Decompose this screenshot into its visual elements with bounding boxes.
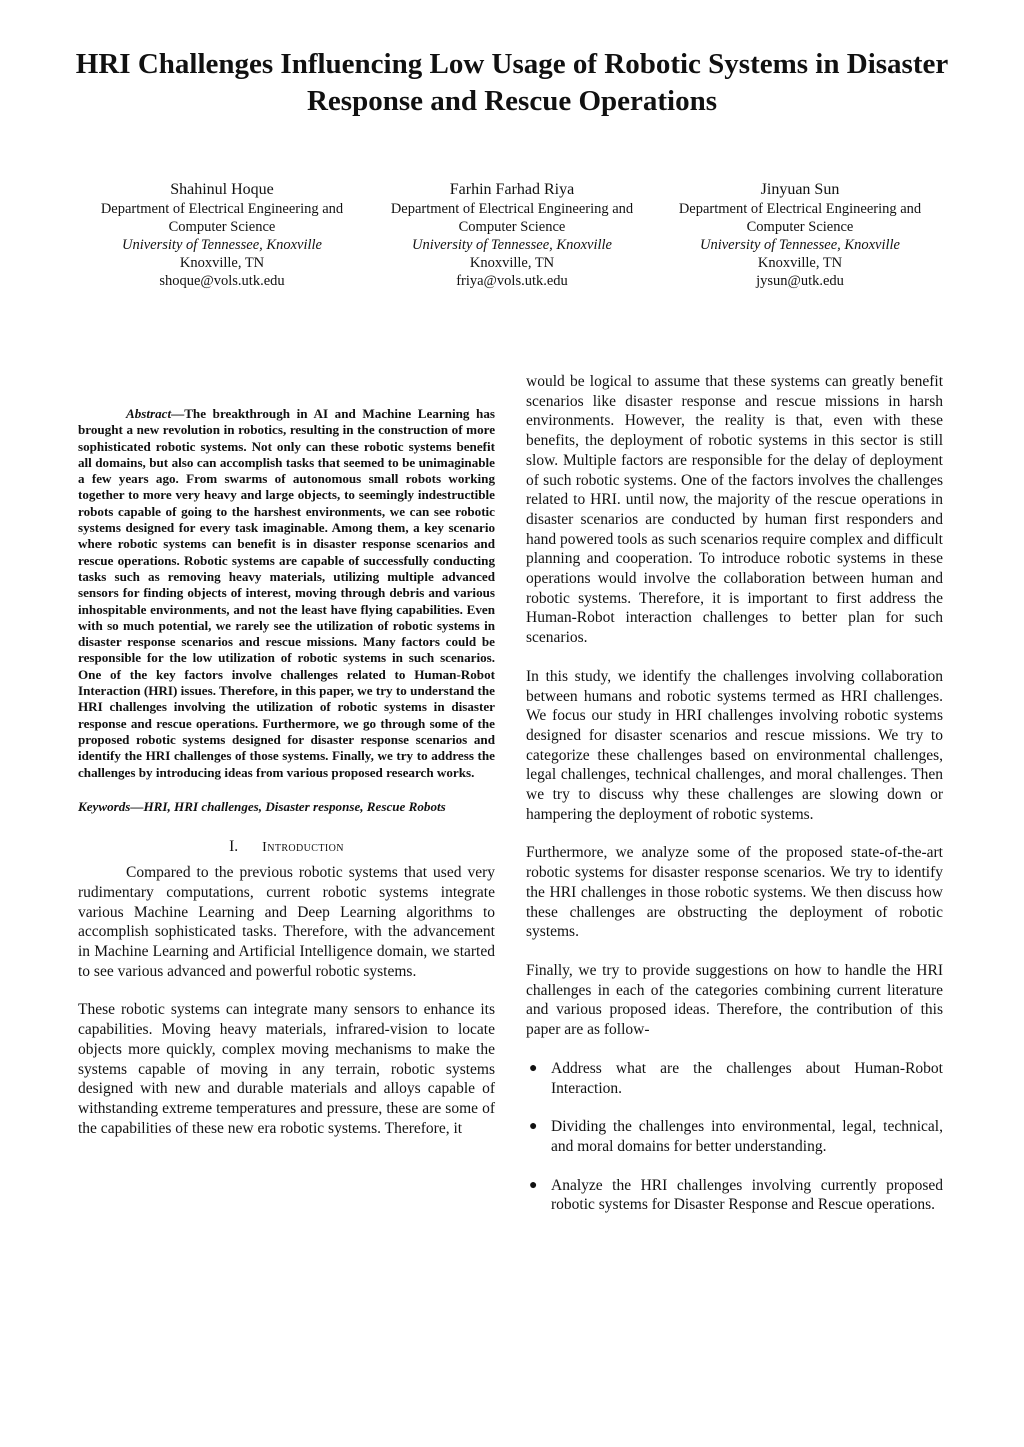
paragraph: would be logical to assume that these systems can greatly benefit scenarios like disaster response and rescue missions in harsh environments. However, the reality is that, even with these benefits, the deployment of robotic systems in this sector is still slow. Multiple factors are responsible for the delay of deployment of such robotic systems. One of the factors involves the challenges related to HRI. until now, the majority of the rescue operations in disaster scenarios are conducted by human first responders and hand powered tools as such scenarios require complex and difficult planning and cooperation. To introduce robotic systems in these operations would involve the collaboration between human and robotic systems. Therefore, it is important to first address the Human-Robot interaction challenges to better plan for such scenarios.: [526, 373, 943, 647]
author-name: Farhin Farhad Riya: [449, 181, 575, 198]
bullet-icon: ●: [529, 1177, 538, 1193]
section-number: I.: [229, 838, 239, 856]
author-university: University of Tennessee, Knoxville: [121, 237, 322, 253]
paragraph: In this study, we identify the challenges involving collaboration between humans and robotic systems termed as HRI challenges. We focus our study in HRI challenges involving robotic systems designed for disaster scenarios and rescue missions. We try to categorize these challenges based on environmental challenges, legal challenges, technical challenges, and moral challenges. Then we try to discuss why these challenges are slowing down or hampering the deployment of robotic systems.: [526, 667, 943, 823]
left-column: [78, 406, 495, 1157]
author-university: University of Tennessee, Knoxville: [411, 237, 612, 253]
author-department: Department of Electrical Engineering and Computer Science: [678, 201, 922, 235]
list-item: [526, 1176, 943, 1215]
list-item-text: Address what are the challenges about Human-Robot Interaction.: [551, 1059, 943, 1097]
paragraph: Finally, we try to provide suggestions on how to handle the HRI challenges in each of the categories combining current literature and various proposed ideas. Therefore, the contribution of this paper are as follow-: [526, 961, 943, 1039]
section-title: Introduction: [262, 840, 344, 856]
paper-title: HRI Challenges Influencing Low Usage of Robotic Systems in Disaster Response and Rescue Operations: [75, 48, 949, 117]
author-block-3: [655, 180, 945, 290]
author-email[interactable]: friya@vols.utk.edu: [456, 273, 568, 289]
author-block-2: [367, 180, 657, 290]
abstract-label: Abstract: [126, 406, 172, 421]
author-city: Knoxville, TN: [179, 255, 265, 271]
list-item-text: Dividing the challenges into environmental, legal, technical, and moral domains for better understanding.: [551, 1118, 943, 1155]
author-block-1: [77, 180, 367, 290]
author-city: Knoxville, TN: [757, 255, 843, 271]
paragraph: These robotic systems can integrate many sensors to enhance its capabilities. Moving heavy materials, infrared-vision to locate objects more quickly, complex moving mechanisms to make the systems capable of moving in any terrain, robotic systems designed with new and durable materials and alloys capable of withstanding extreme temperatures and pressure, these are some of the capabilities of these new era robotic systems. Therefore, it: [78, 1001, 495, 1137]
author-university: University of Tennessee, Knoxville: [699, 237, 900, 253]
paragraph: Furthermore, we analyze some of the proposed state-of-the-art robotic systems for disaster response scenarios. We try to identify the HRI challenges in those robotic systems. We then discuss how these challenges are obstructing the deployment of robotic systems.: [526, 844, 943, 941]
bullet-icon: ●: [529, 1060, 538, 1076]
abstract: [78, 406, 495, 781]
right-column: [526, 372, 943, 1234]
author-name: Jinyuan Sun: [760, 181, 840, 198]
author-email[interactable]: shoque@vols.utk.edu: [159, 273, 285, 289]
paragraph: Compared to the previous robotic systems that used very rudimentary computations, current robotic systems integrate various Machine Learning and Deep Learning algorithms to accomplish sophisticated tasks. Therefore, with the advancement in Machine Learning and Artificial Intelligence domain, we started to see various advanced and powerful robotic systems.: [78, 864, 495, 980]
keywords: Keywords—HRI, HRI challenges, Disaster response, Rescue Robots: [78, 798, 446, 814]
author-email[interactable]: jysun@utk.edu: [756, 273, 844, 289]
author-name: Shahinul Hoque: [170, 181, 274, 198]
list-item: [526, 1059, 943, 1098]
bullet-icon: ●: [529, 1119, 538, 1135]
list-item-text: Analyze the HRI challenges involving currently proposed robotic systems for Disaster Response and Rescue operations.: [551, 1176, 943, 1214]
contribution-list: [526, 1059, 943, 1215]
author-city: Knoxville, TN: [469, 255, 555, 271]
list-item: [526, 1117, 943, 1156]
abstract-text: —The breakthrough in AI and Machine Learning has brought a new revolution in robotics, resulting in the construction of more sophisticated robotic systems. Not only can these robotic systems benefit all domains, but also can accomplish tasks that seemed to be unimaginable a few years ago. From swarms of autonomous small robots working together to more very heavy and large objects, to seemingly indestructible robots capable of going to the harshest environments, we can see robotic systems designed for every task imaginable. Among them, a key scenario where robotic systems can benefit is in disaster response scenarios and rescue operations. Robotic systems are capable of successfully conducting tasks such as removing heavy materials, utilizing multiple advanced sensors for finding objects of interest, moving through debris and various inhospitable environments, and not the least have flying capabilities. Even with so much potential, we rarely see the utilization of robotic systems in disaster response scenarios and rescue missions. Many factors could be responsible for the low utilization of robotic systems in such scenarios. One of the key factors involve challenges related to Human-Robot Interaction (HRI) issues. Therefore, in this paper, we try to understand the HRI challenges involving the utilization of robotic systems in disaster response and rescue operations. Furthermore, we go through some of the proposed robotic systems designed for disaster response scenarios and identify the HRI challenges of those systems. Finally, we try to address the challenges by introducing ideas from various proposed research works.: [78, 406, 495, 780]
author-department: Department of Electrical Engineering and Computer Science: [390, 201, 634, 235]
author-department: Department of Electrical Engineering and Computer Science: [100, 201, 344, 235]
section-heading-introduction: [78, 837, 495, 857]
